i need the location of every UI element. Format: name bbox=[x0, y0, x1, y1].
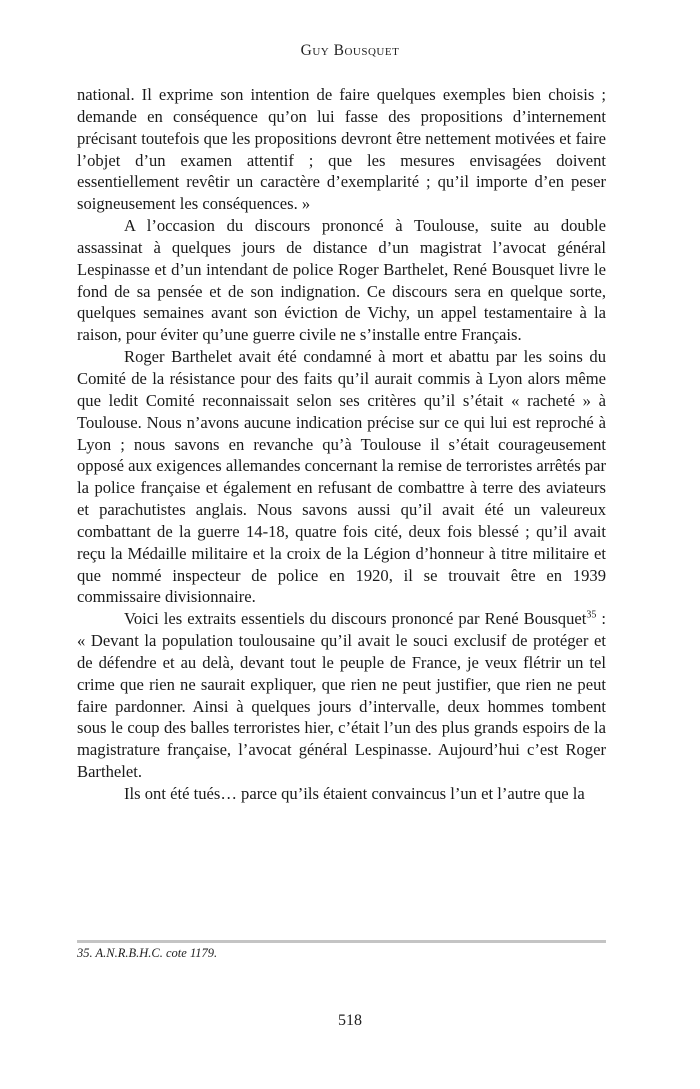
page-number: 518 bbox=[338, 1012, 362, 1029]
paragraph bbox=[77, 608, 606, 783]
footnote-divider bbox=[77, 940, 606, 943]
running-head: Guy Bousquet bbox=[300, 42, 400, 59]
footnote: 35. A.N.R.B.H.C. cote 1179. bbox=[77, 946, 218, 960]
paragraph: Ils ont été tués… parce qu’ils étaient convaincus l’un et l’autre que la bbox=[124, 784, 585, 803]
body-text bbox=[77, 84, 606, 805]
paragraph-text: Voici les extraits essentiels du discours prononcé par René Bousquet bbox=[124, 609, 587, 629]
footnote-reference[interactable]: 35 bbox=[586, 609, 597, 621]
paragraph-text: : « Devant la population toulousaine qu’il avait le souci exclusif de protéger et de défendre et au delà, devant tout le peuple de France, je veux flétrir un tel crime que rien ne saurait expliquer, que rien ne peut justifier, que rien ne peut faire pardonner. Ainsi à quelques jours d’intervalle, deux hommes tombent sous le coup des balles terroristes hier, c’était l’un des plus grands espoirs de la magistrature française, l’avocat général Lespinasse. Aujourd’hui c’est Roger Barthelet. bbox=[77, 609, 607, 782]
paragraph: A l’occasion du discours prononcé à Toulouse, suite au double assassinat à quelques jours de distance d’un magistrat l’avocat général Lespinasse et d’un intendant de police Roger Barthelet, René Bousquet livre le fond de sa pensée et de son indignation. Ce discours sera en quelque sorte, quelques semaines avant son éviction de Vichy, un appel testamentaire à la raison, pour éviter qu’une guerre civile ne s’installe entre Français. bbox=[77, 216, 606, 345]
paragraph: national. Il exprime son intention de faire quelques exemples bien choisis ; demande en conséquence qu’on lui fasse des propositions d’internement précisant toutefois que les propositions devront être nettement motivées et faire l’objet d’un examen attentif ; que les mesures envisagées doivent essentiellement revêtir un caractère d’exemplarité ; qu’il importe d’en peser soigneusement les conséquences. » bbox=[77, 85, 606, 214]
paragraph: Roger Barthelet avait été condamné à mort et abattu par les soins du Comité de la résistance pour des faits qu’il aurait commis à Lyon alors même que ledit Comité reconnaissait selon ses critères qu’il s’était « racheté » à Toulouse. Nous n’avons aucune indication précise sur ce qui lui est reproché à Lyon ; nous savons en revanche qu’à Toulouse il s’était courageusement opposé aux exigences allemandes concernant la remise de terroristes arrêtés par la police française et également en refusant de combattre à terre des aviateurs et parachutistes anglais. Nous savons aussi qu’il avait été un valeureux combattant de la guerre 14-18, quatre fois cité, deux fois blessé ; qu’il avait reçu la Médaille militaire et la croix de la Légion d’honneur à titre militaire et que nommé inspecteur de police en 1920, il se trouvait être en 1939 commissaire divisionnaire. bbox=[77, 347, 606, 607]
